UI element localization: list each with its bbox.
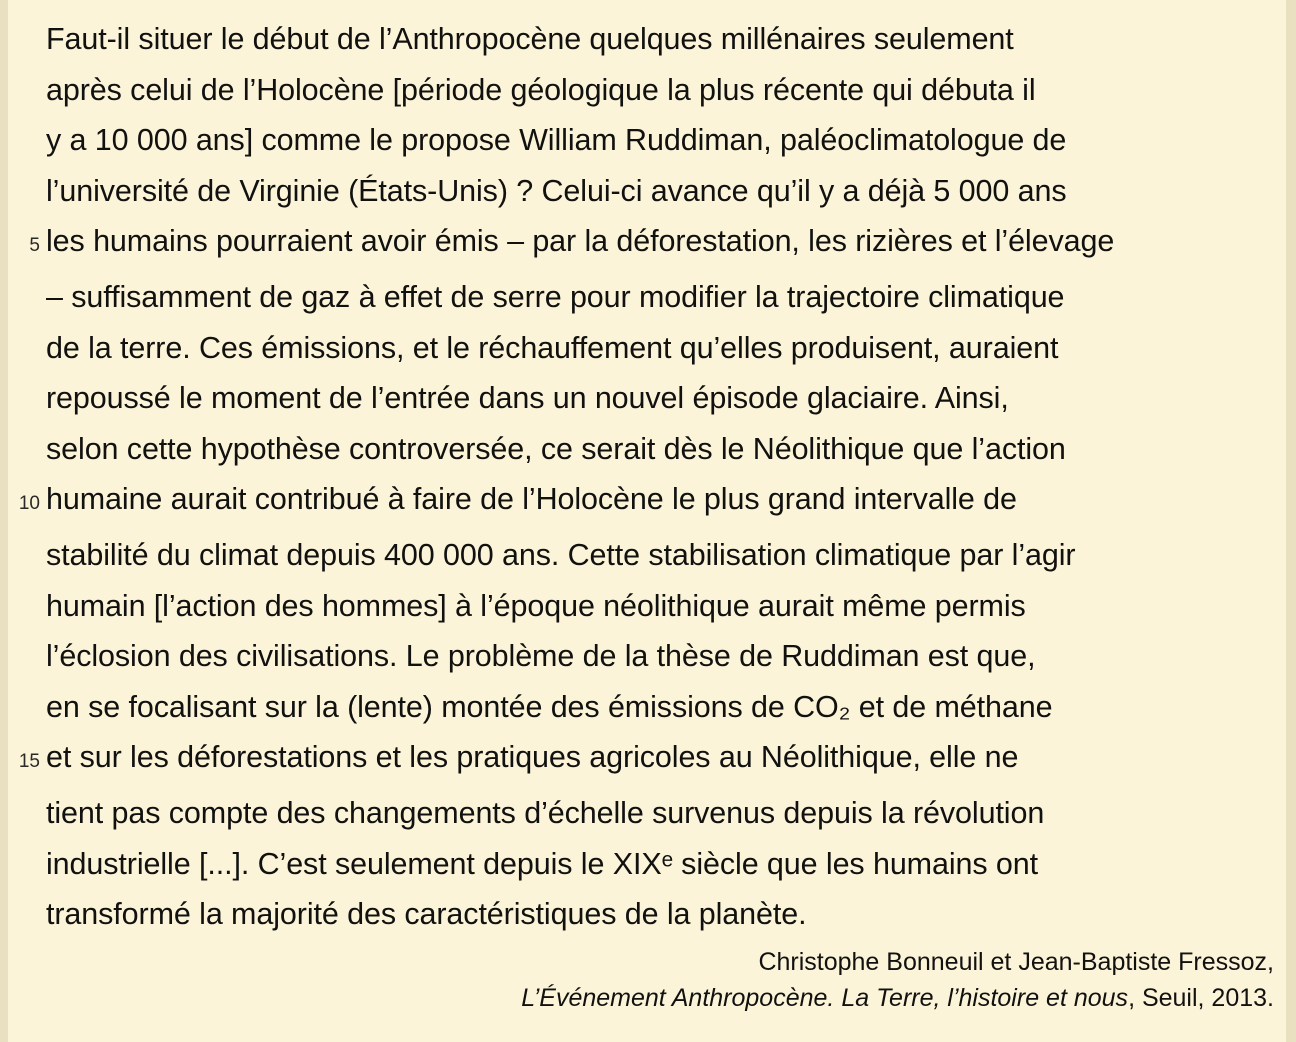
- text-line: [12, 839, 1282, 890]
- line-number: 15: [18, 751, 40, 773]
- text-line: [12, 631, 1282, 682]
- line-text: tient pas compte des changements d’échelle survenus depuis la révolution: [46, 795, 1045, 830]
- text-line: [12, 373, 1282, 424]
- line-text: de la terre. Ces émissions, et le réchauffement qu’elles produisent, auraient: [46, 330, 1059, 365]
- line-text: les humains pourraient avoir émis – par la déforestation, les rizières et l’élevage: [46, 224, 1115, 259]
- text-line: [12, 581, 1282, 632]
- line-text: l’université de Virginie (États-Unis) ? Celui-ci avance qu’il y a déjà 5 000 ans: [46, 173, 1067, 208]
- text-line: [12, 424, 1282, 475]
- line-text: après celui de l’Holocène [période géologique la plus récente qui débuta il: [46, 72, 1036, 107]
- attribution-publisher-year: , Seuil, 2013.: [1128, 984, 1274, 1012]
- text-line: [12, 65, 1282, 116]
- text-line: [12, 115, 1282, 166]
- line-text: – suffisamment de gaz à effet de serre pour modifier la trajectoire climatique: [46, 279, 1065, 314]
- text-line: [12, 530, 1282, 581]
- page-left-edge-band: [0, 0, 8, 1042]
- source-attribution: [12, 944, 1274, 1016]
- line-text: repoussé le moment de l’entrée dans un nouvel épisode glaciaire. Ainsi,: [46, 381, 1009, 416]
- line-text: y a 10 000 ans] comme le propose William Ruddiman, paléoclimatologue de: [46, 123, 1067, 158]
- text-line: [12, 14, 1282, 65]
- line-text: selon cette hypothèse controversée, ce serait dès le Néolithique que l’action: [46, 431, 1066, 466]
- text-line: [12, 732, 1282, 788]
- line-text: et sur les déforestations et les pratiques agricoles au Néolithique, elle ne: [46, 740, 1019, 775]
- attribution-work-title: L’Événement Anthropocène. La Terre, l’histoire et nous: [521, 984, 1129, 1012]
- text-line: [12, 788, 1282, 839]
- line-text: en se focalisant sur la (lente) montée des émissions de CO₂ et de méthane: [46, 689, 1053, 724]
- text-line: [12, 474, 1282, 530]
- line-text: transformé la majorité des caractéristiques de la planète.: [46, 897, 807, 932]
- text-line: [12, 272, 1282, 323]
- line-text: industrielle [...]. C’est seulement depuis le XIXᵉ siècle que les humains ont: [46, 846, 1039, 881]
- text-line: [12, 323, 1282, 374]
- line-number: 5: [29, 235, 40, 257]
- page-right-edge-band: [1286, 0, 1296, 1042]
- excerpt-text-block: [12, 14, 1282, 940]
- attribution-work: [12, 980, 1274, 1016]
- line-text: Faut-il situer le début de l’Anthropocène quelques millénaires seulement: [46, 22, 1014, 56]
- line-number: 10: [18, 493, 40, 515]
- line-text: stabilité du climat depuis 400 000 ans. Cette stabilisation climatique par l’agir: [46, 537, 1076, 572]
- text-line: [12, 682, 1282, 733]
- text-line: [12, 889, 1282, 940]
- attribution-authors: Christophe Bonneuil et Jean-Baptiste Fressoz,: [758, 948, 1274, 976]
- line-text: humain [l’action des hommes] à l’époque néolithique aurait même permis: [46, 588, 1026, 623]
- text-line: [12, 166, 1282, 217]
- line-text: humaine aurait contribué à faire de l’Holocène le plus grand intervalle de: [46, 482, 1017, 517]
- text-line: [12, 216, 1282, 272]
- line-text: l’éclosion des civilisations. Le problème de la thèse de Ruddiman est que,: [46, 639, 1036, 674]
